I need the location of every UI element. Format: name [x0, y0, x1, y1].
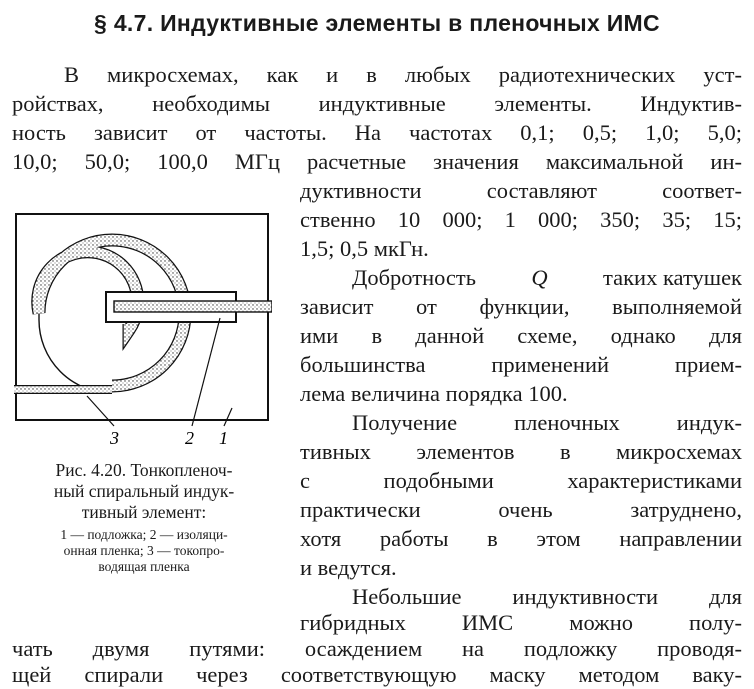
q-factor-symbol: Q [531, 265, 548, 290]
figure-spiral-inductor [12, 212, 272, 452]
spiral-inductor-diagram [12, 212, 272, 452]
body-text-line: 1,5; 0,5 мкГн. [300, 236, 429, 261]
body-text-line: Небольшие индуктивности для [352, 584, 742, 609]
figure-caption-legend: онная пленка; 3 — токопро- [63, 543, 225, 558]
body-text-line: большинства применений прием- [300, 352, 742, 377]
body-text-line: и ведутся. [300, 555, 397, 580]
body-text-line: чать двумя путями: осаждением на подложку проводя- [12, 636, 742, 661]
body-text-line: ими в данной схеме, однако для [300, 323, 742, 348]
label-1: 1 [219, 428, 228, 448]
body-text-line: В микросхемах, как и в любых радиотехнических уст- [64, 62, 742, 87]
figure-caption-title: ный спиральный индук- [53, 481, 235, 501]
crossover-conductor [114, 301, 272, 312]
label-2: 2 [185, 428, 194, 448]
figure-caption-title: Рис. 4.20. Тонкопленоч- [55, 460, 233, 480]
body-text-line: ность зависит от частоты. На частотах 0,1; 0,5; 1,0; 5,0; [12, 120, 742, 145]
figure-caption-legend: 1 — подложка; 2 — изоляци- [60, 527, 228, 542]
section-heading: § 4.7. Индуктивные элементы в пленочных ИМС [94, 10, 660, 36]
figure-caption-title: тивный элемент: [81, 502, 207, 522]
label-3: 3 [110, 428, 119, 448]
body-text-line: с подобными характеристиками [300, 468, 742, 493]
body-text-line: ройствах, необходимы индуктивные элементы. Индуктив- [12, 91, 742, 116]
figure-caption-legend: водящая пленка [98, 559, 190, 574]
body-text-line: гибридных ИМС можно полу- [300, 610, 742, 635]
body-text-line: зависит от функции, выполняемой [300, 294, 742, 319]
body-text-fragment: таких катушек [603, 265, 742, 290]
body-text-line: тивных элементов в микросхемах [300, 439, 742, 464]
body-text-line: 10,0; 50,0; 100,0 МГц расчетные значения максимальной ин- [12, 149, 742, 174]
body-text-line: лема величина порядка 100. [300, 381, 568, 406]
body-text-line: практически очень затруднено, [300, 497, 742, 522]
body-text-line: ственно 10 000; 1 000; 350; 35; 15; [300, 207, 742, 232]
body-text-line [352, 263, 742, 292]
body-text-fragment: Добротность [352, 265, 477, 290]
body-text-line: дуктивности составляют соответ- [300, 178, 742, 203]
body-text-line: Получение пленочных индук- [352, 410, 742, 435]
body-text-line: щей спирали через соответствующую маску методом ваку- [12, 662, 742, 687]
body-text-line: хотя работы в этом направлении [300, 526, 742, 551]
